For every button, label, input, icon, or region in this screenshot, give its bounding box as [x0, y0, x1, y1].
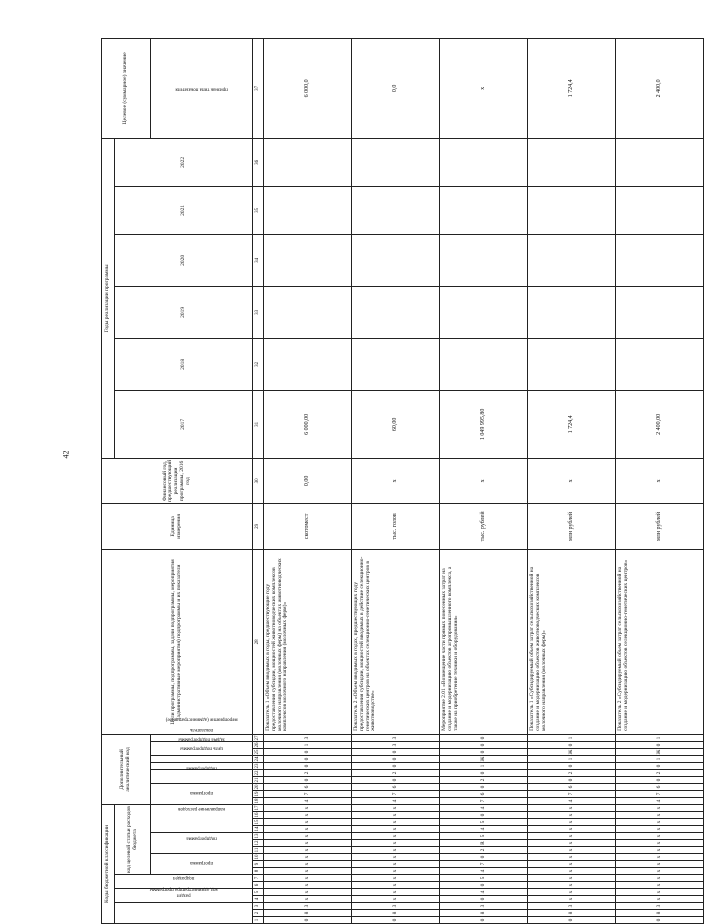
- column-number-cell: 34: [253, 234, 264, 286]
- year-2022-value-cell: [440, 138, 528, 186]
- year-2018-value-cell: [352, 338, 440, 390]
- column-number-cell: 18: [253, 797, 264, 804]
- column-number-cell: 16: [253, 812, 264, 819]
- code-cell: 0: [616, 741, 704, 748]
- final-value-cell: 6 000,0: [264, 38, 352, 138]
- final-value-cell: х: [440, 38, 528, 138]
- code-cell: х: [352, 826, 440, 833]
- expense-type-header: код целевой статьи расходов бюджета: [115, 804, 151, 874]
- code-cell: 4: [440, 889, 528, 896]
- column-number-cell: 29: [253, 503, 264, 549]
- code-cell: 1: [616, 755, 704, 762]
- column-number-cell: 31: [253, 390, 264, 458]
- code-cell: х: [616, 875, 704, 882]
- code-cell: 0: [528, 776, 616, 783]
- column-number-cell: 28: [253, 549, 264, 734]
- subprogram2-header: подпрограмма: [151, 769, 253, 783]
- code-cell: х: [264, 812, 352, 819]
- code-cell: 5: [440, 819, 528, 826]
- column-number-cell: 1: [253, 917, 264, 924]
- unit-cell: тыс. голов: [352, 503, 440, 549]
- code-cell: х: [264, 826, 352, 833]
- program-code-header: программа: [151, 854, 253, 875]
- year-2019-value-cell: [528, 286, 616, 338]
- code-cell: х: [264, 847, 352, 854]
- fin-year-value-cell: х: [528, 458, 616, 503]
- code-cell: х: [528, 847, 616, 854]
- year-2017-value-cell: 60,00: [352, 390, 440, 458]
- code-cell: 4: [440, 804, 528, 811]
- code-cell: 0: [528, 741, 616, 748]
- code-cell: х: [264, 854, 352, 861]
- year-2018-value-cell: [616, 338, 704, 390]
- column-number-cell: 25: [253, 748, 264, 755]
- table-row: [264, 38, 352, 923]
- code-cell: х: [616, 854, 704, 861]
- code-cell: 6: [616, 783, 704, 790]
- indicator-name-cell: Показатель 2 «Субсидируемый объем затрат сельскохозяйственной на создание и модернизацию объектов селекционно-генетических центров»: [616, 549, 704, 734]
- code-cell: х: [528, 875, 616, 882]
- code-cell: 8: [440, 910, 528, 917]
- task-header: цель подпрограммы: [151, 762, 253, 769]
- code-cell: х: [352, 896, 440, 903]
- code-cell: х: [616, 833, 704, 840]
- code-cell: х: [528, 868, 616, 875]
- table-row: [352, 38, 440, 923]
- code-cell: х: [528, 804, 616, 811]
- code-cell: 0: [440, 812, 528, 819]
- column-number-cell: 22: [253, 769, 264, 776]
- table-row: [440, 38, 528, 923]
- code-cell: 1: [528, 734, 616, 741]
- year-2020-value-cell: [264, 234, 352, 286]
- code-cell: 8: [528, 910, 616, 917]
- code-cell: х: [616, 804, 704, 811]
- code-cell: х: [528, 819, 616, 826]
- code-cell: х: [264, 889, 352, 896]
- column-numbers-row: [253, 38, 264, 923]
- code-cell: 0: [264, 776, 352, 783]
- code-cell: х: [616, 861, 704, 868]
- code-cell: 6: [528, 783, 616, 790]
- code-cell: 3: [264, 734, 352, 741]
- code-cell: х: [528, 833, 616, 840]
- code-cell: х: [264, 868, 352, 875]
- year-2017-header: 2017: [115, 390, 253, 458]
- column-number-cell: 5: [253, 889, 264, 896]
- indicator-header: показатель: [151, 734, 253, 741]
- code-cell: 0: [352, 748, 440, 755]
- code-cell: х: [264, 875, 352, 882]
- code-cell: 4: [616, 797, 704, 804]
- column-number-cell: 11: [253, 847, 264, 854]
- code-cell: 1: [528, 755, 616, 762]
- program-table-sheet: [101, 40, 663, 924]
- code-cell: 0: [264, 917, 352, 924]
- code-cell: х: [616, 889, 704, 896]
- code-cell: 0: [440, 734, 528, 741]
- year-2022-value-cell: [264, 138, 352, 186]
- code-cell: 2: [440, 776, 528, 783]
- code-cell: х: [616, 896, 704, 903]
- unit-cell: млн рублей: [616, 503, 704, 549]
- column-number-cell: 3: [253, 903, 264, 910]
- column-number-cell: 2: [253, 910, 264, 917]
- code-cell: 0: [440, 854, 528, 861]
- code-cell: х: [264, 882, 352, 889]
- code-cell: 0: [528, 762, 616, 769]
- goal-column-header: Цели программы, подпрограммы, задачи подпрограммы, мероприятия (административные мероприятия) подпрограммы и их показатели: [102, 549, 253, 734]
- code-cell: 4: [264, 797, 352, 804]
- column-number-cell: 37: [253, 38, 264, 138]
- code-cell: 0: [264, 755, 352, 762]
- unit-cell: скотомест: [264, 503, 352, 549]
- code-cell: 2: [440, 847, 528, 854]
- program2-header: программа: [151, 783, 253, 804]
- code-cell: 7: [440, 861, 528, 868]
- code-cell: х: [352, 819, 440, 826]
- code-cell: 0: [352, 755, 440, 762]
- code-cell: х: [264, 896, 352, 903]
- column-number-cell: 36: [253, 138, 264, 186]
- column-number-cell: 8: [253, 868, 264, 875]
- final-value-cell: 0,0: [352, 38, 440, 138]
- program-indicators-table: [101, 38, 704, 924]
- page-number: 42: [61, 450, 71, 459]
- code-cell: х: [264, 840, 352, 847]
- direction-code-header: направление расходов: [151, 804, 253, 832]
- code-cell: 8: [352, 910, 440, 917]
- year-2019-header: 2019: [115, 286, 253, 338]
- indicator-name-cell: Мероприятие 2.01 «Возмещение части прямых понесенных затрат на создание и модернизацию объектов агропромышленного комплекса, а также на приобретение техники и оборудования»: [440, 549, 528, 734]
- year-2021-header: 2021: [115, 186, 253, 234]
- code-cell: 7: [616, 790, 704, 797]
- indicator-type-header: признак типа показателя: [151, 38, 253, 138]
- code-cell: х: [528, 840, 616, 847]
- code-cell: 0: [616, 776, 704, 783]
- code-cell: х: [528, 854, 616, 861]
- year-2019-value-cell: [352, 286, 440, 338]
- fin-year-value-cell: х: [616, 458, 704, 503]
- unit-column-header: Единица измерения: [102, 503, 253, 549]
- year-2018-value-cell: [440, 338, 528, 390]
- code-cell: 4: [352, 797, 440, 804]
- year-2017-value-cell: 6 000,00: [264, 390, 352, 458]
- year-2021-value-cell: [352, 186, 440, 234]
- measure-header: мероприятие (административное): [151, 741, 253, 755]
- code-cell: х: [528, 861, 616, 868]
- code-cell: х: [352, 840, 440, 847]
- final-value-header: Целевое (суммарное) значение: [102, 38, 151, 138]
- year-2022-value-cell: [616, 138, 704, 186]
- code-cell: х: [616, 847, 704, 854]
- code-cell: 3: [264, 903, 352, 910]
- year-2017-value-cell: 1 724,4: [528, 390, 616, 458]
- year-2021-value-cell: [440, 186, 528, 234]
- year-2022-header: 2022: [115, 138, 253, 186]
- code-cell: х: [616, 840, 704, 847]
- column-number-cell: 13: [253, 833, 264, 840]
- code-cell: 7: [440, 797, 528, 804]
- column-number-cell: 9: [253, 861, 264, 868]
- code-cell: 0: [528, 917, 616, 924]
- year-2020-value-cell: [440, 234, 528, 286]
- code-cell: х: [352, 812, 440, 819]
- column-number-cell: 23: [253, 762, 264, 769]
- table-row: [528, 38, 616, 923]
- subprogram-code-header: подпрограмма: [151, 833, 253, 854]
- years-group-header: Годы реализации программы: [102, 138, 115, 458]
- code-cell: х: [352, 833, 440, 840]
- code-cell: 0: [264, 748, 352, 755]
- code-cell: х: [528, 812, 616, 819]
- year-2018-value-cell: [528, 338, 616, 390]
- section-header: раздел: [115, 889, 253, 903]
- table-row: [616, 38, 704, 923]
- column-number-cell: 32: [253, 338, 264, 390]
- code-cell: 5: [440, 875, 528, 882]
- code-cell: х: [528, 826, 616, 833]
- goal-header: задача подпрограммы: [151, 755, 253, 762]
- code-cell: х: [616, 882, 704, 889]
- column-number-cell: 20: [253, 783, 264, 790]
- year-2022-value-cell: [528, 138, 616, 186]
- code-cell: 7: [264, 790, 352, 797]
- unit-cell: млн рублей: [528, 503, 616, 549]
- code-cell: 1: [440, 762, 528, 769]
- column-number-cell: 7: [253, 875, 264, 882]
- code-cell: х: [616, 826, 704, 833]
- column-number-cell: 35: [253, 186, 264, 234]
- year-2018-header: 2018: [115, 338, 253, 390]
- year-2019-value-cell: [616, 286, 704, 338]
- unit-cell: тыс. рублей: [440, 503, 528, 549]
- analytic-code-header: Дополнительный аналитический код: [102, 734, 151, 804]
- code-cell: 2: [616, 769, 704, 776]
- indicator-name-cell: Показатель 2 «Объем вводимых в годах, предшествующих году предоставления субсидии, мощностей вводимых в действие селекционно-генетических центров на объектах селекционно-генетических центров в животноводстве»: [352, 549, 440, 734]
- code-cell: х: [352, 804, 440, 811]
- code-cell: х: [528, 889, 616, 896]
- code-cell: 0: [440, 783, 528, 790]
- indicator-name-cell: Показатель 1 «Объем вводимых в годы, предшествующие году предоставления субсидии, мощностей животноводческих комплексов молочного направления (молочных ферм) на объектах животноводческих комплексов молочного направления (молочных ферм)»: [264, 549, 352, 734]
- code-cell: 4: [440, 826, 528, 833]
- code-cell: 0: [264, 762, 352, 769]
- code-cell: х: [616, 868, 704, 875]
- column-number-cell: 12: [253, 840, 264, 847]
- code-cell: 7: [352, 790, 440, 797]
- code-cell: х: [352, 882, 440, 889]
- year-2017-value-cell: 2 400,00: [616, 390, 704, 458]
- code-cell: 0: [616, 917, 704, 924]
- code-cell: х: [264, 804, 352, 811]
- code-cell: х: [352, 847, 440, 854]
- code-cell: 0: [440, 741, 528, 748]
- fin-year-value-cell: 0,00: [264, 458, 352, 503]
- column-number-cell: 27: [253, 734, 264, 741]
- column-number-cell: 30: [253, 458, 264, 503]
- year-2018-value-cell: [264, 338, 352, 390]
- code-cell: Ж: [528, 748, 616, 755]
- subsection-header: подраздел: [115, 875, 253, 889]
- code-cell: 6: [264, 783, 352, 790]
- year-2022-value-cell: [352, 138, 440, 186]
- code-cell: х: [352, 868, 440, 875]
- code-cell: R: [440, 840, 528, 847]
- code-cell: х: [352, 854, 440, 861]
- code-cell: 4: [528, 797, 616, 804]
- code-cell: 0: [440, 896, 528, 903]
- column-number-cell: 14: [253, 826, 264, 833]
- fin-year-value-cell: х: [440, 458, 528, 503]
- column-number-cell: 33: [253, 286, 264, 338]
- column-number-cell: 4: [253, 896, 264, 903]
- column-number-cell: 24: [253, 755, 264, 762]
- code-cell: 3: [352, 903, 440, 910]
- code-cell: х: [616, 812, 704, 819]
- code-cell: 2: [528, 769, 616, 776]
- code-cell: 2: [264, 769, 352, 776]
- year-2020-value-cell: [616, 234, 704, 286]
- year-2021-value-cell: [528, 186, 616, 234]
- year-2020-header: 2020: [115, 234, 253, 286]
- code-cell: 0: [352, 762, 440, 769]
- fin-year-value-cell: х: [352, 458, 440, 503]
- table-body: [264, 38, 704, 923]
- code-cell: 7: [528, 790, 616, 797]
- column-number-cell: 21: [253, 776, 264, 783]
- code-cell: 5: [440, 833, 528, 840]
- code-cell: 0: [352, 917, 440, 924]
- code-cell: х: [264, 861, 352, 868]
- code-cell: 0: [440, 769, 528, 776]
- code-cell: 6: [352, 783, 440, 790]
- code-cell: х: [352, 875, 440, 882]
- code-cell: 3: [616, 903, 704, 910]
- year-2019-value-cell: [264, 286, 352, 338]
- admin-code-header: код администратора программы: [115, 903, 253, 924]
- column-number-cell: 15: [253, 819, 264, 826]
- column-number-cell: 10: [253, 854, 264, 861]
- year-2020-value-cell: [528, 234, 616, 286]
- code-cell: х: [352, 861, 440, 868]
- code-cell: х: [352, 889, 440, 896]
- code-cell: 0: [440, 882, 528, 889]
- code-cell: х: [616, 819, 704, 826]
- code-cell: 0: [440, 748, 528, 755]
- column-number-cell: 17: [253, 804, 264, 811]
- code-cell: 1: [264, 741, 352, 748]
- code-cell: 6: [440, 790, 528, 797]
- year-2020-value-cell: [352, 234, 440, 286]
- code-cell: х: [264, 833, 352, 840]
- code-cell: 3: [440, 903, 528, 910]
- code-cell: х: [264, 819, 352, 826]
- code-cell: 8: [264, 910, 352, 917]
- year-2021-value-cell: [264, 186, 352, 234]
- budget-codes-header: Коды бюджетной классификации: [102, 804, 115, 923]
- final-value-cell: 1 724,4: [528, 38, 616, 138]
- column-number-cell: 19: [253, 790, 264, 797]
- fin-year-column-header: Финансовый год, предшествующий реализации программы, 2016 год: [102, 458, 253, 503]
- code-cell: 0: [616, 762, 704, 769]
- code-cell: 8: [616, 910, 704, 917]
- final-value-cell: 2 400,0: [616, 38, 704, 138]
- code-cell: Ж: [440, 755, 528, 762]
- code-cell: 3: [352, 734, 440, 741]
- code-cell: 3: [352, 741, 440, 748]
- code-cell: х: [528, 882, 616, 889]
- code-cell: 1: [616, 734, 704, 741]
- year-2021-value-cell: [616, 186, 704, 234]
- column-number-cell: 6: [253, 882, 264, 889]
- indicator-name-cell: Показатель 1 «Субсидируемый объем затрат сельскохозяйственной на создание и модернизацию объектов животноводческих комплексов молочного направления (молочных ферм)»: [528, 549, 616, 734]
- column-number-cell: 26: [253, 741, 264, 748]
- code-cell: 4: [440, 868, 528, 875]
- code-cell: 0: [352, 776, 440, 783]
- code-cell: 2: [352, 769, 440, 776]
- year-2017-value-cell: 1 049 995,80: [440, 390, 528, 458]
- code-cell: 0: [440, 917, 528, 924]
- code-cell: х: [528, 896, 616, 903]
- code-cell: Ж: [616, 748, 704, 755]
- code-cell: 3: [528, 903, 616, 910]
- year-2019-value-cell: [440, 286, 528, 338]
